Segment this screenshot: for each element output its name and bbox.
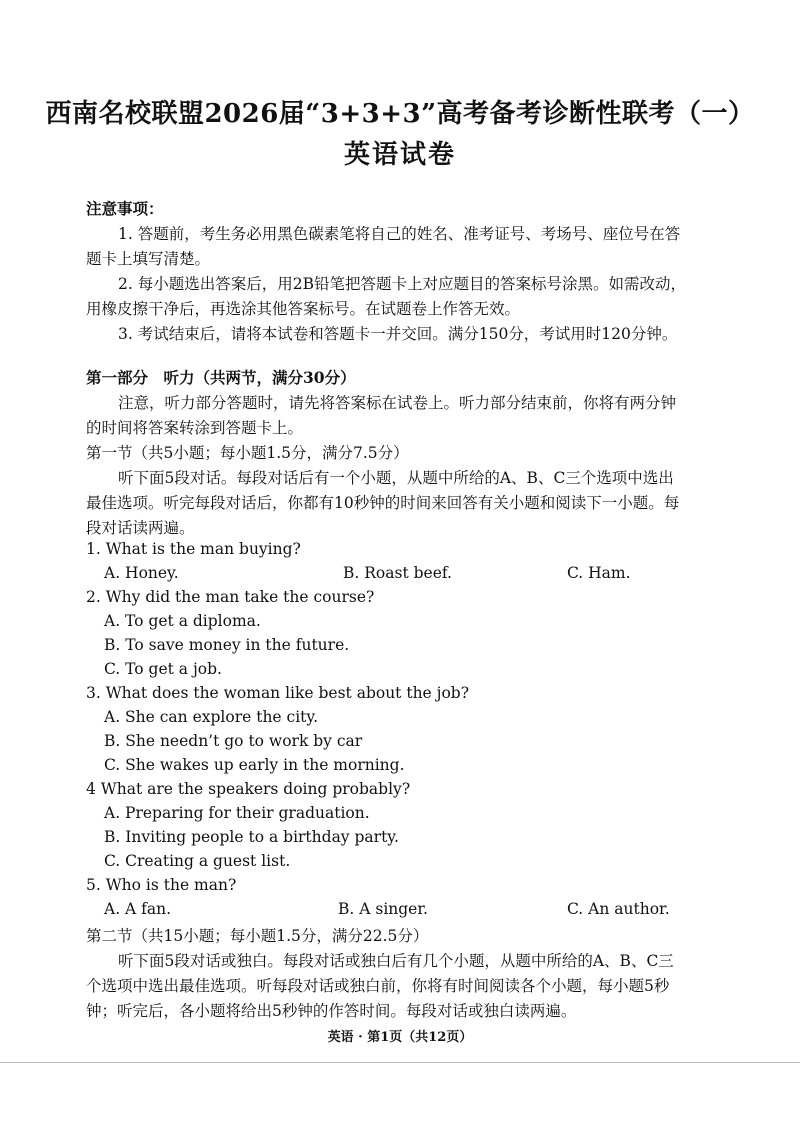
question-4-option-b: B. Inviting people to a birthday party. bbox=[104, 828, 399, 846]
notice-item-1: 1. 答题前，考生务必用黑色碳素笔将自己的姓名、准考证号、考场号、座位号在答 bbox=[118, 225, 681, 243]
question-1-option-b: B. Roast beef. bbox=[343, 564, 452, 582]
part1-heading: 第一部分 听力（共两节，满分30分） bbox=[86, 368, 356, 387]
part1-intro-cont: 的时间将答案转涂到答题卡上。 bbox=[86, 419, 304, 437]
question-4-stem: 4 What are the speakers doing probably? bbox=[86, 780, 411, 798]
section1-intro: 听下面5段对话。每段对话后有一个小题，从题中所给的A、B、C三个选项中选出 bbox=[118, 469, 674, 487]
question-4-option-c: C. Creating a guest list. bbox=[104, 852, 291, 870]
question-3-option-c: C. She wakes up early in the morning. bbox=[104, 756, 405, 774]
section1-intro-cont1: 最佳选项。听完每段对话后，你都有10秒钟的时间来回答有关小题和阅读下一小题。每 bbox=[86, 494, 680, 512]
question-2-option-c: C. To get a job. bbox=[104, 660, 222, 678]
page-footer: 英语 · 第1页（共12页） bbox=[327, 1030, 473, 1045]
section2-intro: 听下面5段对话或独白。每段对话或独白后有几个小题，从题中所给的A、B、C三 bbox=[118, 952, 674, 970]
notice-item-2-cont: 用橡皮擦干净后，再选涂其他答案标号。在试题卷上作答无效。 bbox=[86, 300, 521, 318]
question-2-option-b: B. To save money in the future. bbox=[104, 636, 350, 654]
question-4-option-a: A. Preparing for their graduation. bbox=[104, 804, 370, 822]
question-3-stem: 3. What does the woman like best about the job? bbox=[86, 684, 470, 702]
section2-intro-cont2: 钟；听完后，各小题将给出5秒钟的作答时间。每段对话或独白读两遍。 bbox=[86, 1002, 577, 1020]
question-2-option-a: A. To get a diploma. bbox=[104, 612, 261, 630]
question-1-option-c: C. Ham. bbox=[567, 564, 631, 582]
notice-item-2: 2. 每小题选出答案后，用2B铅笔把答题卡上对应题目的答案标号涂黑。如需改动， bbox=[118, 275, 686, 293]
notice-item-1-cont: 题卡上填写清楚。 bbox=[86, 250, 211, 268]
notice-heading: 注意事项： bbox=[86, 199, 164, 218]
question-3-option-a: A. She can explore the city. bbox=[104, 708, 319, 726]
exam-title: 西南名校联盟2026届“3+3+3”高考备考诊断性联考（一） bbox=[45, 99, 755, 129]
question-5-option-b: B. A singer. bbox=[338, 900, 428, 918]
page-bottom-divider bbox=[0, 1062, 800, 1063]
part1-intro: 注意，听力部分答题时，请先将答案标在试卷上。听力部分结束前，你将有两分钟 bbox=[118, 394, 677, 412]
question-2-stem: 2. Why did the man take the course? bbox=[86, 588, 375, 606]
notice-item-3: 3. 考试结束后，请将本试卷和答题卡一并交回。满分150分，考试用时120分钟。 bbox=[118, 325, 678, 343]
question-1-stem: 1. What is the man buying? bbox=[86, 540, 301, 558]
section2-heading: 第二节（共15小题；每小题1.5分，满分22.5分） bbox=[86, 927, 429, 945]
question-5-option-c: C. An author. bbox=[567, 900, 670, 918]
section2-intro-cont1: 个选项中选出最佳选项。听每段对话或独白前，你将有时间阅读各个小题，每小题5秒 bbox=[86, 977, 670, 995]
question-5-stem: 5. Who is the man? bbox=[86, 876, 237, 894]
section1-heading: 第一节（共5小题；每小题1.5分，满分7.5分） bbox=[86, 444, 409, 462]
question-3-option-b: B. She needn’t go to work by car bbox=[104, 732, 363, 750]
exam-subtitle: 英语试卷 bbox=[343, 140, 456, 170]
question-1-option-a: A. Honey. bbox=[104, 564, 179, 582]
question-5-option-a: A. A fan. bbox=[104, 900, 172, 918]
section1-intro-cont2: 段对话读两遍。 bbox=[86, 519, 195, 537]
